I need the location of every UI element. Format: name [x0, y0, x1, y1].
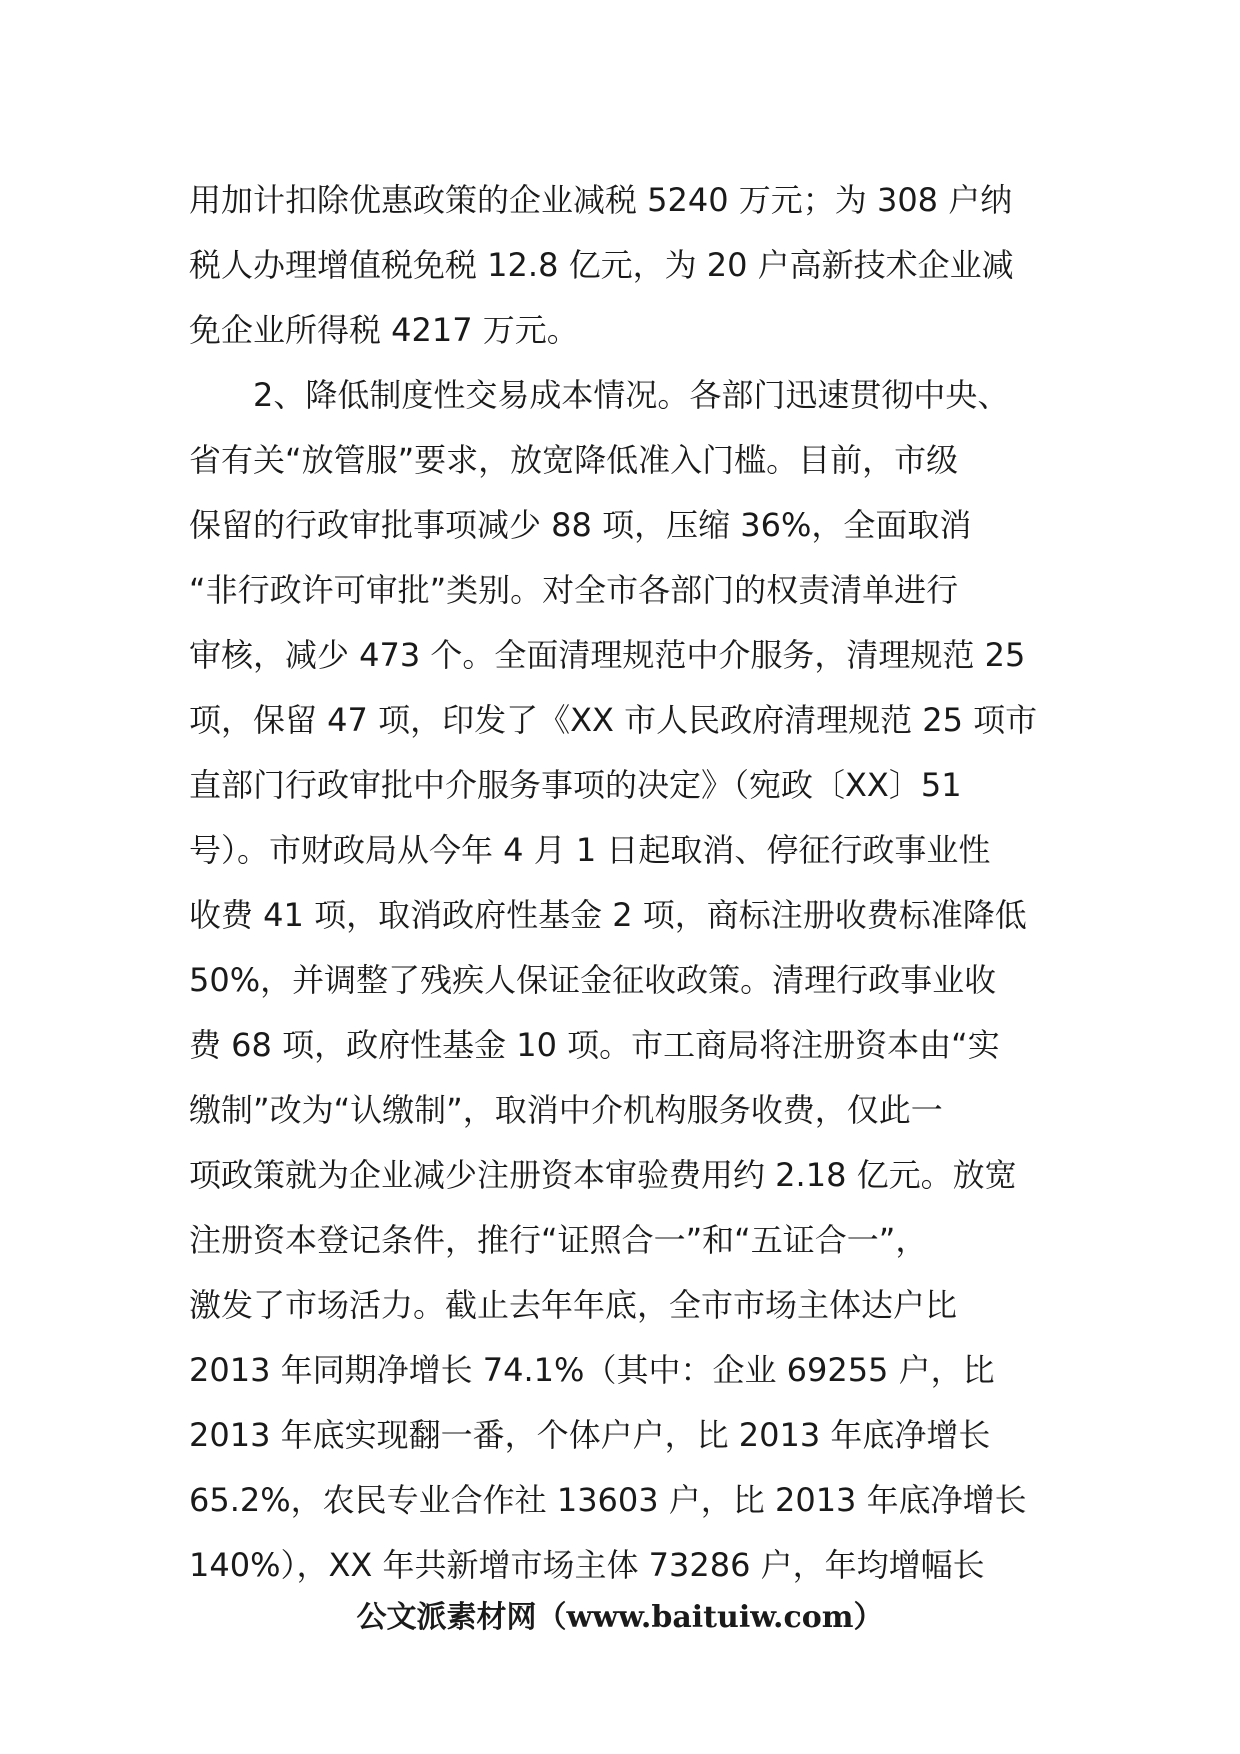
text-line: 税人办理增值税免税 12.8 亿元，为 20 户高新技术企业减 — [189, 246, 1014, 284]
text-line: 140%），XX 年共新增市场主体 73286 户，年均增幅长 — [189, 1546, 985, 1584]
text-line: 项政策就为企业减少注册资本审验费用约 2.18 亿元。放宽 — [189, 1156, 1017, 1194]
text-line: 2、降低制度性交易成本情况。各部门迅速贯彻中央、 — [189, 376, 1010, 414]
text-line: 注册资本登记条件，推行“证照合一”和“五证合一”， — [189, 1221, 928, 1259]
text-line: 激发了市场活力。截止去年年底，全市市场主体达户比 — [189, 1286, 958, 1324]
text-line: 保留的行政审批事项减少 88 项，压缩 36%，全面取消 — [189, 506, 972, 544]
text-line: 审核，减少 473 个。全面清理规范中介服务，清理规范 25 — [189, 636, 1026, 674]
text-line: 2013 年同期净增长 74.1%（其中：企业 69255 户，比 — [189, 1351, 995, 1389]
text-line: 缴制”改为“认缴制”，取消中介机构服务收费，仅此一 — [189, 1091, 943, 1129]
footer-watermark: 公文派素材网（www.baituiw.com） — [356, 1600, 884, 1635]
text-line: 免企业所得税 4217 万元。 — [189, 311, 579, 349]
text-line: 2013 年底实现翻一番，个体户户，比 2013 年底净增长 — [189, 1416, 991, 1454]
text-line: “非行政许可审批”类别。对全市各部门的权责清单进行 — [189, 571, 959, 609]
text-line: 省有关“放管服”要求，放宽降低准入门槛。目前，市级 — [189, 441, 959, 479]
text-line: 项，保留 47 项，印发了《XX 市人民政府清理规范 25 项市 — [189, 701, 1038, 739]
text-line: 收费 41 项，取消政府性基金 2 项，商标注册收费标准降低 — [189, 896, 1027, 934]
text-line: 用加计扣除优惠政策的企业减税 5240 万元；为 308 户纳 — [189, 181, 1013, 219]
text-line: 65.2%，农民专业合作社 13603 户，比 2013 年底净增长 — [189, 1481, 1027, 1519]
document-body — [189, 168, 1069, 1598]
text-line: 直部门行政审批中介服务事项的决定》（宛政〔XX〕51 — [189, 766, 962, 804]
text-line: 50%，并调整了残疾人保证金征收政策。清理行政事业收 — [189, 961, 997, 999]
text-line: 号）。市财政局从今年 4 月 1 日起取消、停征行政事业性 — [189, 831, 991, 869]
text-line: 费 68 项，政府性基金 10 项。市工商局将注册资本由“实 — [189, 1026, 1000, 1064]
